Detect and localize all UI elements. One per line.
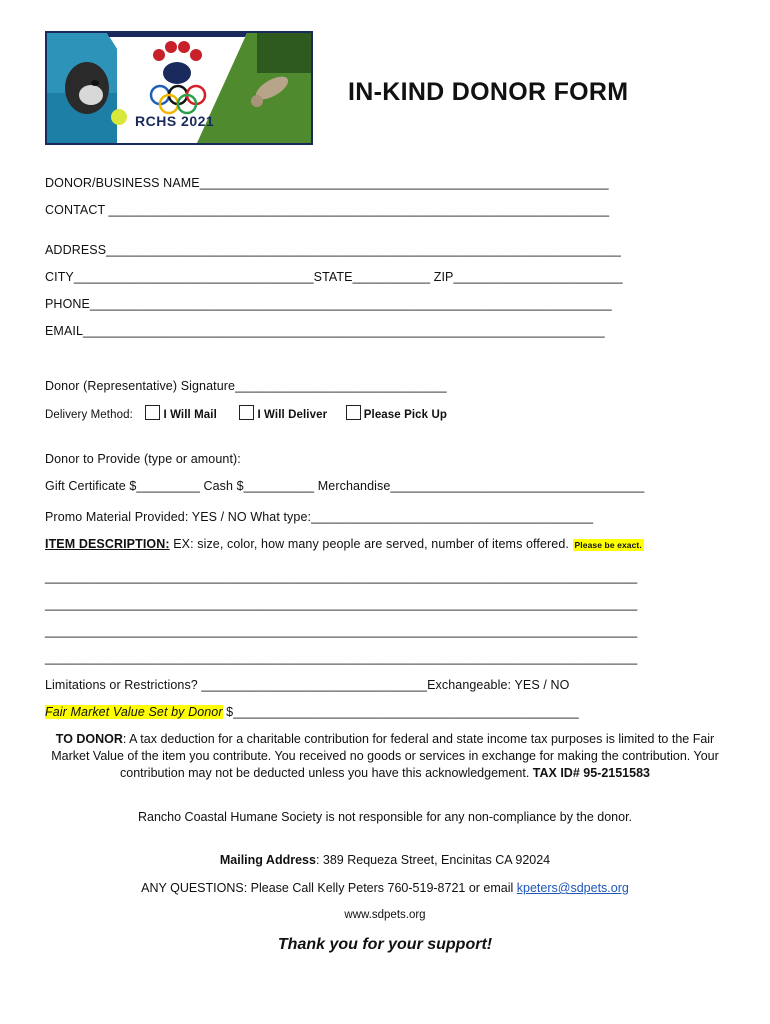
website-link[interactable]: www.sdpets.org — [344, 909, 426, 921]
merchandise-field[interactable]: Merchandise____________________________________ — [314, 479, 645, 493]
address-field[interactable]: ADDRESS_________________________________________________________________________ — [45, 243, 621, 257]
item-description-label: ITEM DESCRIPTION: — [45, 537, 170, 551]
tax-id: TAX ID# 95-2151583 — [532, 766, 650, 780]
deliver-checkbox[interactable] — [239, 405, 254, 420]
donor-provide-label: Donor to Provide (type or amount): — [45, 452, 241, 466]
thank-you-message: Thank you for your support! — [277, 936, 493, 953]
promo-material-field[interactable]: Promo Material Provided: YES / NO What type:________________________________________ — [45, 510, 594, 524]
disclaimer: Rancho Coastal Humane Society is not responsible for any non-compliance by the donor. — [137, 810, 633, 824]
mail-option-label: I Will Mail — [163, 409, 217, 421]
page-title: IN-KIND DONOR FORM — [348, 78, 629, 106]
state-field[interactable]: STATE___________ — [313, 270, 431, 284]
item-description-example: EX: size, color, how many people are served, number of items offered. — [169, 537, 573, 551]
item-description-line[interactable]: ____________________________________________________________________________________ — [45, 624, 638, 638]
signature-field[interactable]: Donor (Representative) Signature______________________________ — [45, 379, 447, 393]
item-description-line[interactable]: ____________________________________________________________________________________ — [45, 651, 638, 665]
mailing-address — [40, 853, 730, 867]
cash-field[interactable]: Cash $__________ — [199, 479, 315, 493]
fair-market-value-field[interactable]: $_________________________________________________ — [222, 705, 579, 719]
please-be-exact-note: Please be exact. — [574, 540, 642, 550]
pickup-option-label: Please Pick Up — [363, 409, 447, 421]
phone-field[interactable]: PHONE__________________________________________________________________________ — [45, 297, 612, 311]
city-field[interactable]: CITY__________________________________ — [45, 270, 314, 284]
contact-email-link[interactable]: kpeters@sdpets.org — [516, 881, 629, 895]
mail-checkbox[interactable] — [145, 405, 160, 420]
fair-market-value-row — [45, 705, 579, 719]
delivery-method-label: Delivery Method: — [45, 409, 133, 421]
gift-certificate-field[interactable]: Gift Certificate $_________ — [45, 479, 200, 493]
mailing-address-text: : 389 Requeza Street, Encinitas CA 92024 — [315, 853, 551, 867]
questions-line — [40, 881, 730, 895]
item-description-line[interactable]: ____________________________________________________________________________________ — [45, 597, 638, 611]
questions-text: ANY QUESTIONS: Please Call Kelly Peters 760-519-8721 or email — [141, 881, 517, 895]
city-state-zip-row — [45, 270, 623, 284]
provide-row — [45, 479, 644, 493]
tax-notice-text: : A tax deduction for a charitable contribution for federal and state income tax purposes is limited to the Fair Market Value of the item you contribute. You received no goods or services in exchange for making the contribution. Your contribution may not be deducted unless you have this acknowledgement. — [51, 732, 719, 780]
delivery-method-row — [45, 405, 447, 421]
contact-field[interactable]: CONTACT _______________________________________________________________________ — [45, 203, 610, 217]
limitations-field[interactable]: Limitations or Restrictions? ________________________________Exchangeable: YES / NO — [45, 678, 570, 692]
item-description-line[interactable]: ____________________________________________________________________________________ — [45, 570, 638, 584]
logo-text: RCHS 2021 — [135, 113, 215, 129]
donor-business-name-field[interactable]: DONOR/BUSINESS NAME__________________________________________________________ — [45, 176, 609, 190]
email-field[interactable]: EMAIL__________________________________________________________________________ — [45, 324, 605, 338]
pickup-checkbox[interactable] — [346, 405, 361, 420]
deliver-option-label: I Will Deliver — [257, 409, 328, 421]
mailing-address-label: Mailing Address — [219, 853, 316, 867]
zip-field[interactable]: ZIP________________________ — [430, 270, 623, 284]
fair-market-value-label: Fair Market Value Set by Donor — [45, 705, 223, 719]
tax-notice-lead: TO DONOR — [55, 732, 123, 746]
rchs-logo — [45, 31, 313, 145]
item-description-row — [45, 537, 644, 551]
tax-notice — [40, 731, 730, 782]
